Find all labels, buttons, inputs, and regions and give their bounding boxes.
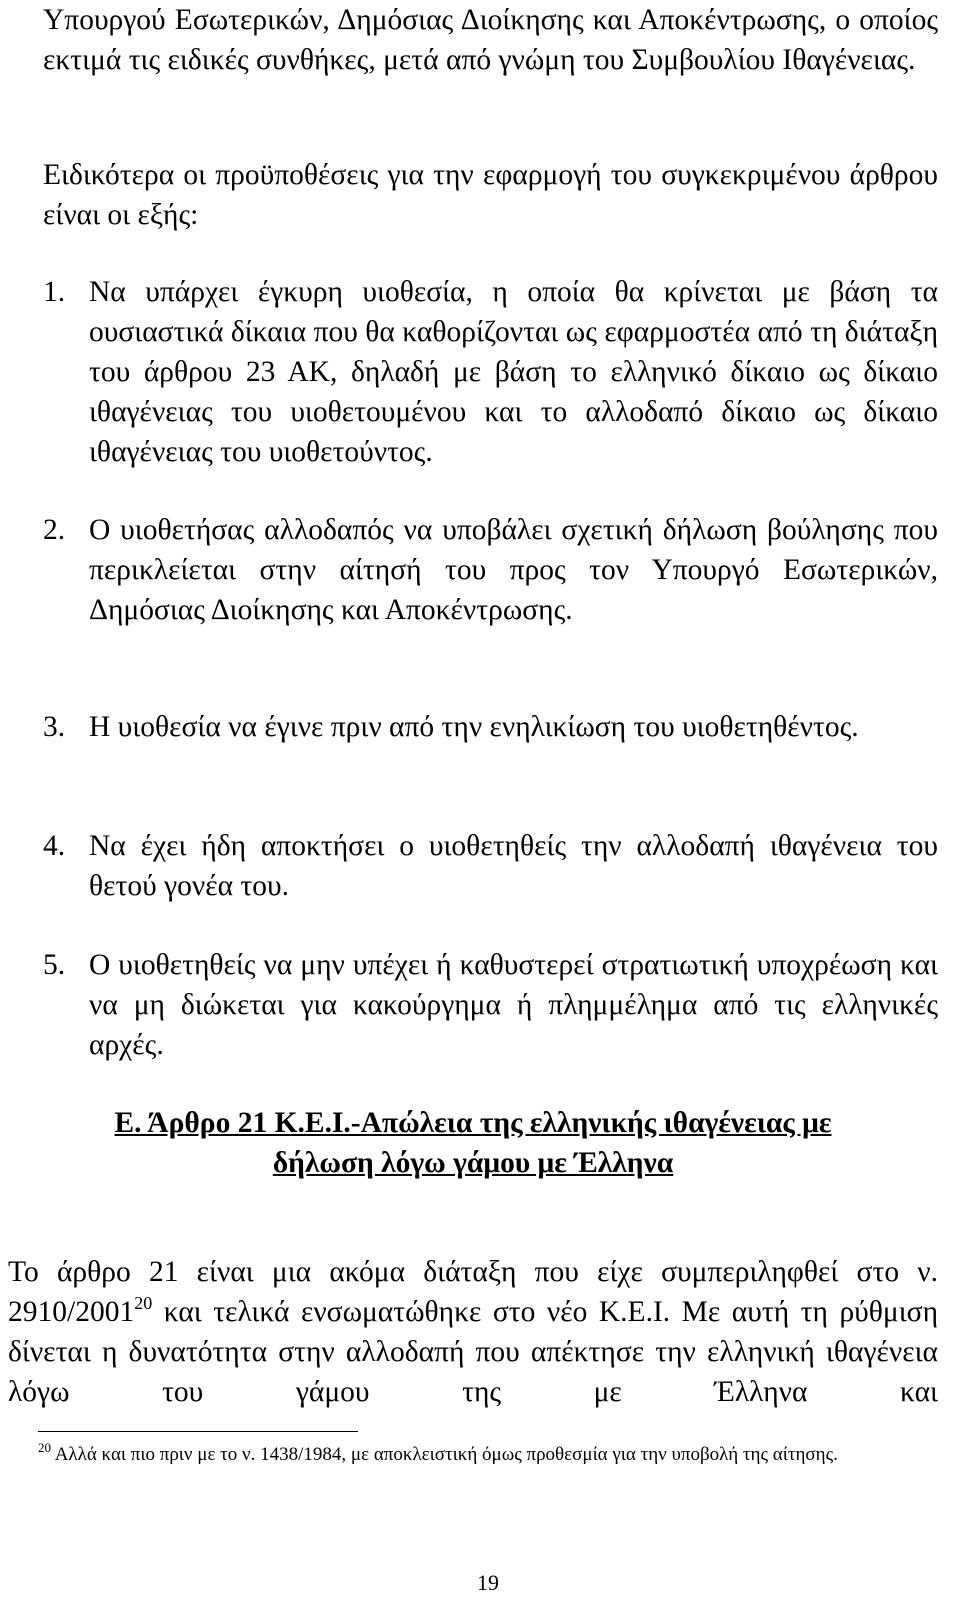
section-body-text-end: και τελικά ενσωματώθηκε στο νέο Κ.Ε.Ι. Με αυτή τη ρύθμιση δίνεται η δυνατότητα στην αλλοδαπή που απέκτησε την ελληνική ιθαγένεια λόγω του γάμου της με Έλληνα και <box>8 1295 938 1408</box>
footnote <box>38 1441 918 1469</box>
condition-number: 5. <box>43 949 66 981</box>
condition-text: Να υπάρχει έγκυρη υιοθεσία, η οποία θα κρίνεται με βάση τα ουσιαστικά δίκαια που θα καθορίζονται ως εφαρμοστέα από τη διάταξη του άρθρου 23 ΑΚ, δηλαδή με βάση το ελληνικό δίκαιο ως δίκαιο ιθαγένειας του υιοθετουμένου και το αλλοδαπό δίκαιο ως δίκαιο ιθαγένειας του υιοθετούντος. <box>89 276 938 468</box>
condition-number: 2. <box>43 514 66 546</box>
conditions-lead-paragraph: Ειδικότερα οι προϋποθέσεις για την εφαρμογή του συγκεκριμένου άρθρου είναι οι εξής: <box>43 159 938 231</box>
section-body-text-start: Το άρθρο 21 είναι μια ακόμα διάταξη που είχε συμπεριληφθεί στο ν. 2910/2001 <box>8 1255 938 1328</box>
section-heading-line-2: δήλωση λόγω γάμου με Έλληνα <box>272 1147 674 1179</box>
condition-item-4 <box>43 826 938 906</box>
condition-text: Να έχει ήδη αποκτήσει ο υιοθετηθείς την αλλοδαπή ιθαγένεια του θετού γονέα του. <box>89 830 938 902</box>
condition-number: 4. <box>43 830 66 862</box>
footnote-separator <box>38 1431 358 1432</box>
footnote-text: Αλλά και πιο πριν με το ν. 1438/1984, με αποκλειστική όμως προθεσμία για την υποβολή της αίτησης. <box>51 1444 838 1465</box>
footnote-number: 20 <box>38 1440 51 1455</box>
section-heading <box>8 1103 938 1183</box>
section-body-paragraph <box>8 1252 938 1412</box>
condition-number: 3. <box>43 711 66 743</box>
footnote-reference[interactable]: 20 <box>134 1292 153 1313</box>
condition-text: Η υιοθεσία να έγινε πριν από την ενηλικίωση του υιοθετηθέντος. <box>89 711 859 743</box>
condition-text: Ο υιοθετήσας αλλοδαπός να υποβάλει σχετική δήλωση βούλησης που περικλείεται στην αίτησή του προς τον Υπουργό Εσωτερικών, Δημόσιας Διοίκησης και Αποκέντρωσης. <box>89 514 938 626</box>
intro-paragraph: Υπουργού Εσωτερικών, Δημόσιας Διοίκησης και Αποκέντρωσης, ο οποίος εκτιμά τις ειδικές συνθήκες, μετά από γνώμη του Συμβουλίου Ιθαγένειας. <box>43 4 938 76</box>
condition-item-1 <box>43 272 938 472</box>
condition-item-3 <box>43 707 938 747</box>
condition-text: Ο υιοθετηθείς να μην υπέχει ή καθυστερεί στρατιωτική υποχρέωση και να μη διώκεται για κακούργημα ή πλημμέλημα από τις ελληνικές αρχές. <box>89 949 938 1061</box>
page-number: 19 <box>477 1570 499 1595</box>
condition-item-5 <box>43 945 938 1065</box>
condition-number: 1. <box>43 276 66 308</box>
section-heading-line-1: Ε. Άρθρο 21 Κ.Ε.Ι.-Απώλεια της ελληνικής ιθαγένειας με <box>114 1107 832 1139</box>
condition-item-2 <box>43 510 938 630</box>
